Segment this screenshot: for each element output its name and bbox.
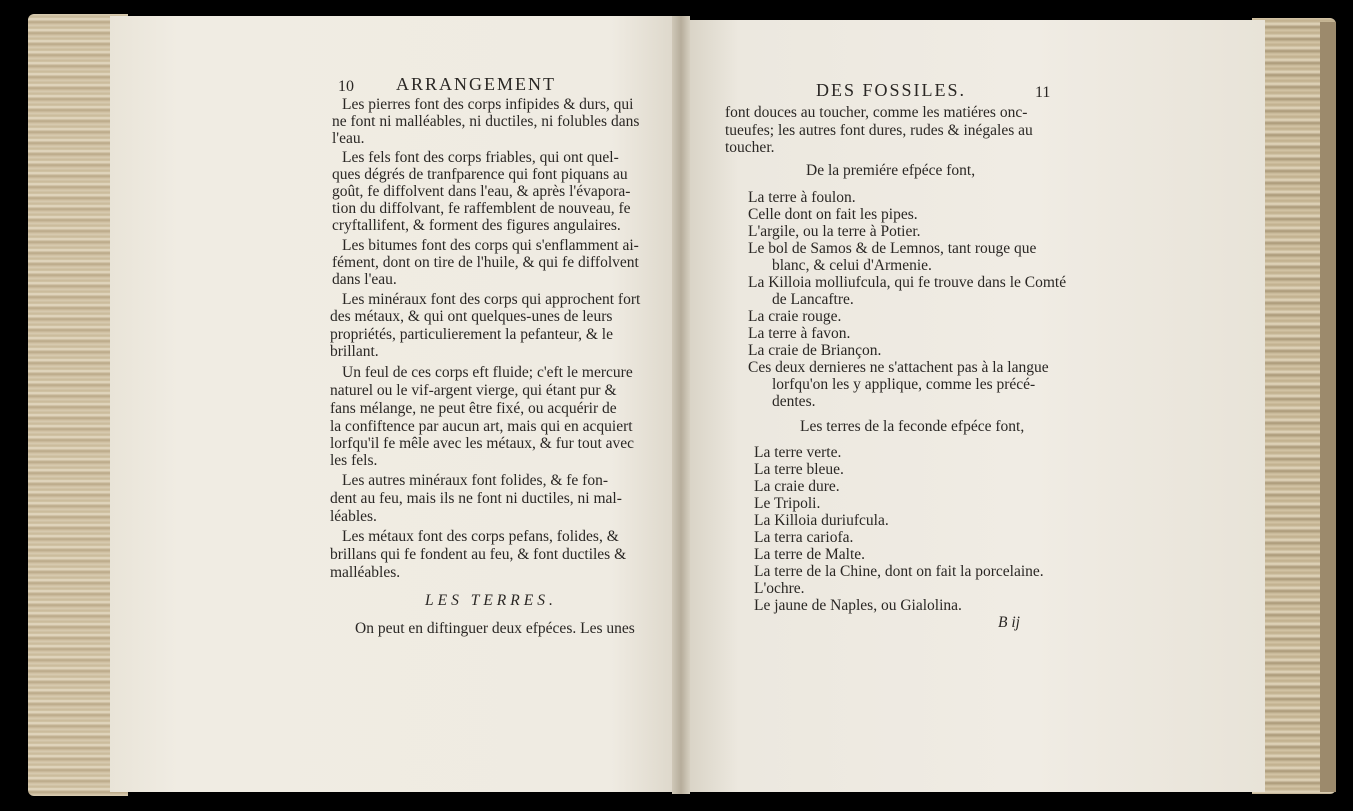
text-line: Les fels font des corps friables, qui ont quel- xyxy=(342,149,619,166)
list-item: La terre à favon. xyxy=(748,325,851,342)
signature-mark: B ij xyxy=(998,614,1020,631)
text-line: malléables. xyxy=(330,564,401,581)
list-item: lorfqu'on les y applique, comme les précé- xyxy=(772,376,1036,393)
text-line: Les minéraux font des corps qui approchent fort xyxy=(342,291,641,308)
text-line: tion du diffolvant, fe raffemblent de nouveau, fe xyxy=(332,200,631,217)
text-line: fément, dont on tire de l'huile, & qui fe diffolvent xyxy=(332,254,639,271)
list-item: La terre verte. xyxy=(754,444,842,461)
list-item: La Killoia duriufcula. xyxy=(754,512,889,529)
text-line: brillant. xyxy=(330,343,379,360)
list-item: La terre de Malte. xyxy=(754,546,866,563)
list-item: La terre à foulon. xyxy=(748,189,856,206)
text-line: naturel ou le vif-argent vierge, qui étant pur & xyxy=(330,382,617,399)
running-head: ARRANGEMENT xyxy=(396,74,556,94)
text-line: toucher. xyxy=(725,139,775,156)
running-head: DES FOSSILES. xyxy=(816,80,967,100)
list-item: La Killoia molliufcula, qui fe trouve dans le Comté xyxy=(748,274,1067,291)
list-item: La terre bleue. xyxy=(754,461,844,478)
list-item: Le jaune de Naples, ou Gialolina. xyxy=(754,597,962,614)
text-line: dans l'eau. xyxy=(332,271,397,288)
list-item: de Lancaftre. xyxy=(772,291,854,308)
text-line: Les autres minéraux font folides, & fe fon- xyxy=(342,472,608,489)
text-line: lorfqu'il fe mêle avec les métaux, & fur tout avec xyxy=(330,435,635,452)
list-item: La craie rouge. xyxy=(748,308,842,325)
list-heading: De la premiére efpéce font, xyxy=(806,162,976,179)
list-item: Ces deux dernieres ne s'attachent pas à la langue xyxy=(748,359,1049,376)
text-line: Les métaux font des corps pefans, folides, & xyxy=(342,528,619,545)
left-page xyxy=(110,16,680,792)
page-number: 10 xyxy=(338,78,354,95)
text-line: propriétés, particulierement la pefanteur, & le xyxy=(330,326,613,343)
right-page xyxy=(680,20,1265,792)
text-line: font douces au toucher, comme les matiéres onc- xyxy=(725,104,1028,121)
text-line: Les pierres font des corps infipides & durs, qui xyxy=(342,96,634,113)
text-line: fans mélange, ne peut être fixé, ou acquérir de xyxy=(330,400,617,417)
list-item: blanc, & celui d'Armenie. xyxy=(772,257,932,274)
list-item: dentes. xyxy=(772,393,816,410)
section-title: LES TERRES. xyxy=(425,592,557,609)
list-item: La terra cariofa. xyxy=(754,529,854,546)
text-line: ques dégrés de tranfparence qui font piquans au xyxy=(332,166,628,183)
text-line: la confiftence par aucun art, mais qui en acquiert xyxy=(330,418,633,435)
list-item: La terre de la Chine, dont on fait la porcelaine. xyxy=(754,563,1044,580)
list-item: La craie dure. xyxy=(754,478,840,495)
text-line: Un feul de ces corps eft fluide; c'eft le mercure xyxy=(342,364,633,381)
text-line: tueufes; les autres font dures, rudes & inégales au xyxy=(725,122,1033,139)
list-item: La craie de Briançon. xyxy=(748,342,882,359)
text-line: dent au feu, mais ils ne font ni ductiles, ni mal- xyxy=(330,490,622,507)
list-item: L'ochre. xyxy=(754,580,805,597)
list-item: Le Tripoli. xyxy=(754,495,821,512)
text-line: des métaux, & qui ont quelques-unes de leurs xyxy=(330,308,613,325)
text-line: ne font ni malléables, ni ductiles, ni folubles dans xyxy=(332,113,640,130)
list-item: Le bol de Samos & de Lemnos, tant rouge que xyxy=(748,240,1037,257)
text-line: cryftallifent, & forment des figures angulaires. xyxy=(332,217,621,234)
list-heading: Les terres de la feconde efpéce font, xyxy=(800,418,1025,435)
text-line: Les bitumes font des corps qui s'enflamment ai- xyxy=(342,237,639,254)
book-cover-edge xyxy=(1320,22,1336,792)
text-line: léables. xyxy=(330,508,377,525)
text-line: les fels. xyxy=(330,452,378,469)
text-line: goût, fe diffolvent dans l'eau, & après l'évapora- xyxy=(332,183,631,200)
page-number: 11 xyxy=(1035,84,1051,101)
list-item: L'argile, ou la terre à Potier. xyxy=(748,223,921,240)
book-gutter xyxy=(672,16,690,794)
text-line: brillans qui fe fondent au feu, & font ductiles & xyxy=(330,546,627,563)
text-line: l'eau. xyxy=(332,130,365,147)
text-line: On peut en diftinguer deux efpéces. Les unes xyxy=(355,620,635,637)
list-item: Celle dont on fait les pipes. xyxy=(748,206,918,223)
